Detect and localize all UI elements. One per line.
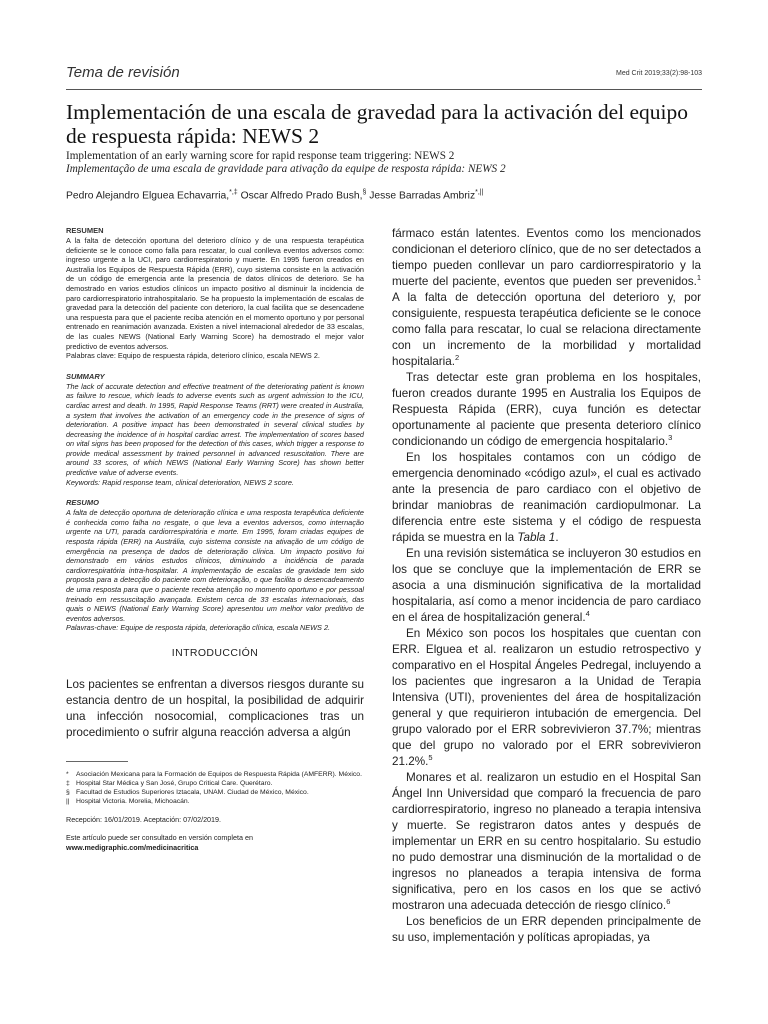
author-name: Pedro Alejandro Elguea Echavarria, <box>66 190 230 202</box>
paragraph-text: . <box>555 531 559 544</box>
received-accepted-dates: Recepción: 16/01/2019. Aceptación: 07/02/2019. <box>66 814 222 824</box>
right-column <box>392 226 701 946</box>
body-paragraph <box>392 626 701 770</box>
left-column <box>66 226 364 853</box>
journal-citation: Med Crit 2019;33(2):98-103 <box>616 70 702 77</box>
footnote-mark: § <box>66 788 70 796</box>
body-paragraph: Los pacientes se enfrentan a diversos riesgos durante su estancia dentro de un hospital, la posibilidad de adquirir una infección nosocomial, complicaciones tras un procedimiento o sufrir alguna reacción adversa a algún <box>66 677 364 739</box>
footnote-text: Facultad de Estudios Superiores Iztacala, UNAM. Ciudad de México, México. <box>76 788 309 796</box>
reference-superscript: 2 <box>455 353 460 363</box>
footnote-text: Asociación Mexicana para la Formación de Equipos de Respuesta Rápida (AMFERR). México. <box>76 770 362 778</box>
paragraph-text: Los beneficios de un ERR dependen principalmente de su uso, implementación y políticas apropiadas, ya <box>392 915 701 944</box>
author-affiliation-mark: § <box>362 189 367 196</box>
footnote-item <box>66 797 364 806</box>
author-affiliation-mark: *,|| <box>475 189 484 196</box>
online-version-link[interactable] <box>66 843 364 853</box>
footnote-text: Hospital Star Médica y San José, Grupo Critical Care. Querétaro. <box>76 779 273 787</box>
article-title-portuguese: Implementação de uma escala de gravidade para ativação da equipe de resposta rápida: NEWS 2 <box>66 163 506 175</box>
author-name: Oscar Alfredo Prado Bush, <box>237 190 363 202</box>
paragraph-text: Tras detectar este gran problema en los hospitales, fueron creados durante 1995 en Australia los Equipos de Respuesta Rápida (ERR), cuya función es detectar oportunamente al paciente que presenta deterioro clínico condicionando un código de emergencia hospitalario. <box>392 371 701 448</box>
abstract-heading: SUMMARY <box>66 371 105 381</box>
body-paragraph <box>392 770 701 914</box>
author-name: Jesse Barradas Ambriz <box>366 190 476 202</box>
abstract-keywords: Palavras-chave: Equipe de resposta rápida, deterioração clínica, escala NEWS 2. <box>66 623 331 633</box>
body-paragraph <box>392 914 701 946</box>
paragraph-text: A la falta de detección oportuna del deterioro y, por consiguiente, respuesta terapéutica deficiente se le conoce como falla para rescatar, lo cual se relaciona directamente con un incremento de la morbilidad y mortalidad hospitalaria. <box>392 291 701 368</box>
article-title-english: Implementation of an early warning score for rapid response team triggering: NEWS 2 <box>66 150 455 162</box>
footnote-mark: * <box>66 770 69 778</box>
reference-superscript: 5 <box>428 753 433 763</box>
author-list <box>66 189 483 201</box>
body-paragraph <box>392 226 701 370</box>
abstract-body: A falta de detecção oportuna de deterioração clínica e uma resposta terapêutica deficiente é conhecida como falha no resgate, o que leva a eventos adversos, como internação urgente na UTI, parada cardiorrespiratória e morte. Em 1995, foram criadas equipes de resposta rápida (ERR) na Austrália, cujo sistema consiste na ativação de um código de emergência na presença de dados de deterioração clínica. Um impacto positivo foi demonstrado em vários estudos clínicos, diminuindo a incidência de parada cardiorrespiratória intra-hospitalar. A implementação de escalas de gravidade tem sido proposta para a detecção do paciente com deterioração, o que facilita o desencadeamento de uma resposta para que o paciente receba atenção no momento oportuno e por pessoal treinado em ressuscitação avançada. Existem cerca de 33 escalas internacionais, das quais o NEWS (National Early Warning Score) apresentou um melhor valor preditivo de eventos adversos. <box>66 508 364 623</box>
abstract-heading: RESUMO <box>66 498 99 508</box>
reference-superscript: 4 <box>585 609 590 619</box>
abstract-body: A la falta de detección oportuna del deterioro clínico y de una respuesta terapéutica deficiente se le conoce como falla para rescatar, lo cual conlleva eventos adversos como: ingreso urgente a la UCI, paro cardiorrespiratorio y muerte. En 1995 fueron creados en Australia los Equipos de Respuesta Rápida (ERR), cuyo sistema consiste en la activación de un código de emergencia ante la presencia de datos clínicos de deterioro. Se ha demostrado en varios estudios clínicos un impacto positivo al disminuir la incidencia de paro cardiorrespiratorio intrahospitalario. Se ha propuesto la implementación de escalas de gravedad para la detección del paciente con deterioro, la cual facilita que se desencadene una respuesta para que el paciente reciba atención en el momento oportuno y por personal entrenado en reanimación avanzada. Existen a nivel internacional alrededor de 33 escalas, de las cuales NEWS (National Early Warning Score) ha demostrado el mejor valor predictivo de eventos adversos. <box>66 236 364 351</box>
paragraph-text: En una revisión sistemática se incluyeron 30 estudios en los que se concluye que la implementación de ERR se asocia a una disminución significativa de la mortalidad hospitalaria, así como a menor incidencia de paro cardiaco en el área de hospitalización general. <box>392 547 701 624</box>
body-paragraph <box>392 370 701 450</box>
footnote-item <box>66 779 364 788</box>
paragraph-text: fármaco están latentes. Eventos como los mencionados condicionan el deterioro clínico, que de no ser detectados a tiempo pueden conllevar un paro cardiorrespiratorio y la muerte del paciente, eventos que pueden ser prevenidos. <box>392 227 701 288</box>
reference-superscript: 6 <box>666 897 671 907</box>
paragraph-text: En los hospitales contamos con un código de emergencia denominado «código azul», el cual es activado ante la presencia de paro cardiaco con el objetivo de brindar maniobras de reanimación cardiopulmonar. La diferencia entre este sistema y el código de respuesta rápida se muestra en la <box>392 451 701 544</box>
footnote-text: Hospital Victoria. Morelia, Michoacán. <box>76 797 190 805</box>
reference-superscript: 1 <box>696 273 701 283</box>
reference-superscript: 3 <box>668 433 673 443</box>
abstract-english <box>66 372 364 488</box>
footnotes <box>66 770 364 806</box>
article-title: Implementación de una escala de gravedad para la activación del equipo de respuesta rápida: NEWS 2 <box>66 100 689 148</box>
online-version-note: Este artículo puede ser consultado en versión completa en <box>66 832 253 842</box>
paragraph-text: Monares et al. realizaron un estudio en el Hospital San Ángel Inn Universidad que comparó la frecuencia de paro cardiorrespiratorio, ingreso no planeado a terapia intensiva y muerte. Se registraron datos antes y después de implementar un ERR en su centro hospitalario. Su estudio no pudo demostrar una disminución de la mortalidad o de ingresos no planeados a terapia intensiva de forma significativa, pero en los casos en los que se activó mostraron una adecuada detección de riesgo clínico. <box>392 771 701 912</box>
abstract-heading: RESUMEN <box>66 226 104 235</box>
footnote-mark: || <box>66 797 70 805</box>
body-paragraph <box>392 450 701 546</box>
body-paragraph <box>392 546 701 626</box>
online-version-url[interactable]: www.medigraphic.com/medicinacritica <box>66 842 199 852</box>
header-rule <box>66 89 702 90</box>
abstract-portuguese <box>66 498 364 633</box>
footnote-item <box>66 788 364 797</box>
section-label: Tema de revisión <box>66 64 180 81</box>
author-affiliation-mark: *,‡ <box>229 189 238 196</box>
footnote-mark: ‡ <box>66 779 70 787</box>
abstract-spanish <box>66 226 364 361</box>
table-reference: Tabla 1 <box>517 531 556 544</box>
footnote-rule <box>66 761 128 762</box>
abstract-body: The lack of accurate detection and effective treatment of the deteriorating patient is known as failure to rescue, which leads to adverse events such as urgent admission to the ICU, cardiac arrest and death. In 1995, Rapid Response Teams (RRT) were created in Australia, a system that involves the activation of an emergency code in the presence of signs of deterioration. A positive impact has been demonstrated in several clinical studies by decreasing the incidence of in hospital cardiac arrest. The implementation of scores based on vital signs has been proposed for the detection of this cases, which trigger a response to provide medical assessment by trained personnel in advanced resuscitation. There are around 33 scores, of which NEWS (National Early Warning Score) has shown better predictive value of adverse events. <box>66 381 364 478</box>
footnote-item <box>66 770 364 779</box>
section-heading-introduction: INTRODUCCIÓN <box>171 646 259 659</box>
abstract-keywords: Keywords: Rapid response team, clinical deterioration, NEWS 2 score. <box>66 477 294 487</box>
paragraph-text: En México son pocos los hospitales que cuentan con ERR. Elguea et al. realizaron un estudio retrospectivo y comparativo en el Hospital Ángeles Pedregal, incluyendo a los pacientes que ingresaron a la Unidad de Terapia Intensiva (UTI), provenientes del área de hospitalización general y que requirieron intubación de emergencia. Del grupo valorado por el ERR sobrevivieron 37.7%; mientras que del grupo no valorado por el ERR sobrevivieron 21.2%. <box>392 627 701 768</box>
abstract-keywords: Palabras clave: Equipo de respuesta rápida, deterioro clínico, escala NEWS 2. <box>66 351 320 361</box>
